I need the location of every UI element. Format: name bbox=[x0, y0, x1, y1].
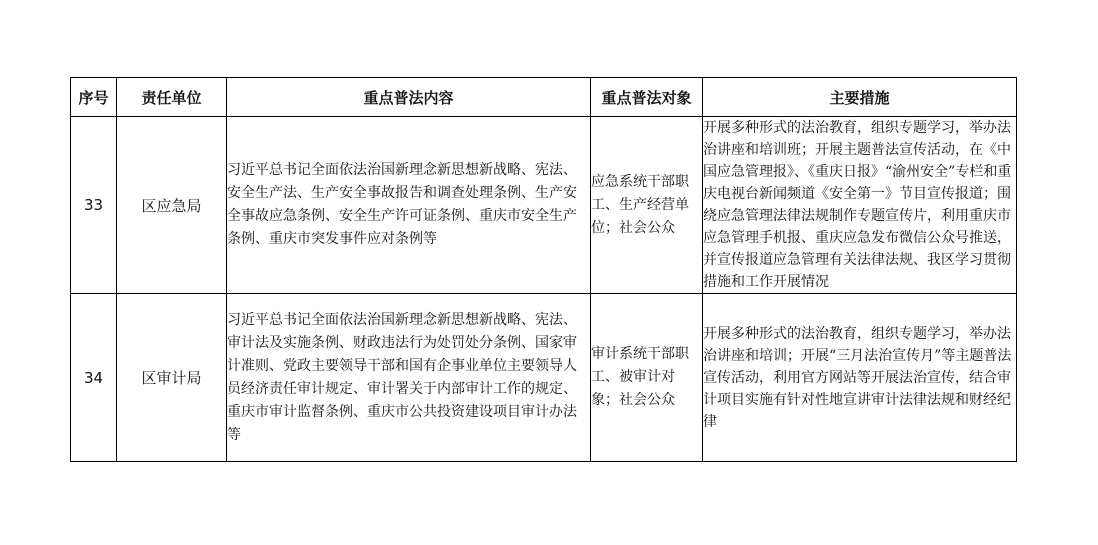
law-publicity-table bbox=[70, 77, 1017, 462]
row-index: 34 bbox=[71, 294, 117, 462]
header-content: 重点普法内容 bbox=[227, 78, 591, 117]
row-index: 33 bbox=[71, 117, 117, 294]
header-measures: 主要措施 bbox=[703, 78, 1017, 117]
row-target bbox=[591, 117, 703, 294]
header-target: 重点普法对象 bbox=[591, 78, 703, 117]
row-measures bbox=[703, 117, 1017, 294]
table-row bbox=[71, 117, 1017, 294]
header-unit: 责任单位 bbox=[117, 78, 227, 117]
row-content-text: 习近平总书记全面依法治国新理念新思想新战略、宪法、安全生产法、生产安全事故报告和调查处理条例、生产安全事故应急条例、安全生产许可证条例、重庆市安全生产条例、重庆市突发事件应对条例等 bbox=[227, 162, 577, 247]
row-unit: 区应急局 bbox=[117, 117, 227, 294]
row-unit: 区审计局 bbox=[117, 294, 227, 462]
row-measures-text: 开展多种形式的法治教育，组织专题学习，举办法治讲座和培训班；开展主题普法宣传活动，在《中国应急管理报》、《重庆日报》“渝州安全”专栏和重庆电视台新闻频道《安全第一》节目宣传报道；围绕应急管理法律法规制作专题宣传片，利用重庆市应急管理手机报、重庆应急发布微信公众号推送，并宣传报道应急管理有关法律法规、我区学习贯彻措施和工作开展情况 bbox=[703, 120, 1012, 290]
header-index: 序号 bbox=[71, 78, 117, 117]
row-target bbox=[591, 294, 703, 462]
row-target-text: 审计系统干部职工、被审计对象；社会公众 bbox=[591, 346, 689, 408]
table-row bbox=[71, 294, 1017, 462]
row-target-text: 应急系统干部职工、生产经营单位；社会公众 bbox=[591, 173, 689, 236]
row-content bbox=[227, 117, 591, 294]
row-measures bbox=[703, 294, 1017, 462]
row-content bbox=[227, 294, 591, 462]
row-measures-text: 开展多种形式的法治教育，组织专题学习，举办法治讲座和培训；开展“三月法治宣传月”等主题普法宣传活动，利用官方网站等开展法治宣传，结合审计项目实施有针对性地宣讲审计法律法规和财经纪律 bbox=[703, 325, 1012, 430]
table-header-row bbox=[71, 78, 1017, 117]
row-content-text: 习近平总书记全面依法治国新理念新思想新战略、宪法、审计法及实施条例、财政违法行为处罚处分条例、国家审计准则、党政主要领导干部和国有企事业单位主要领导人员经济责任审计规定、审计署关于内部审计工作的规定、重庆市审计监督条例、重庆市公共投资建设项目审计办法等 bbox=[227, 311, 577, 443]
